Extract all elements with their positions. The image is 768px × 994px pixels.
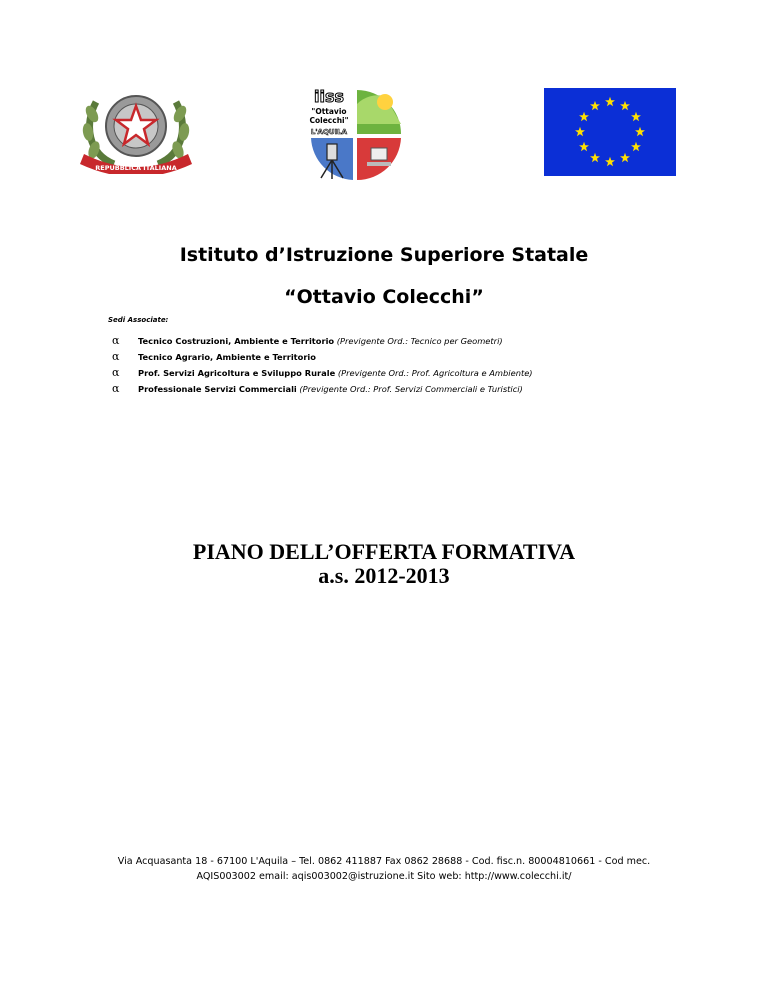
school-logo-name-2: Colecchi" bbox=[309, 116, 349, 125]
sede-name: Tecnico Costruzioni, Ambiente e Territorio bbox=[138, 336, 335, 346]
emblem-ribbon-text: REPUBBLICA ITALIANA bbox=[95, 164, 177, 172]
footer-contacts bbox=[0, 854, 768, 884]
institute-title: Istituto d’Istruzione Superiore Statale bbox=[179, 244, 589, 266]
sede-name: Professionale Servizi Commerciali bbox=[138, 384, 297, 394]
list-item bbox=[112, 333, 533, 349]
italian-republic-emblem bbox=[66, 84, 206, 174]
school-logo-name-1: "Ottavio bbox=[311, 107, 347, 116]
list-item bbox=[112, 381, 533, 397]
bullet-alpha-icon: α bbox=[112, 366, 120, 379]
bullet-alpha-icon: α bbox=[112, 350, 120, 363]
list-item bbox=[112, 349, 533, 365]
footer-line-2: AQIS003002 email: aqis003002@istruzione.it Sito web: http://www.colecchi.it/ bbox=[196, 871, 572, 882]
institute-name: “Ottavio Colecchi” bbox=[284, 286, 484, 308]
sede-note: (Previgente Ord.: Prof. Agricoltura e Ambiente) bbox=[337, 368, 533, 378]
school-year: a.s. 2012-2013 bbox=[318, 563, 450, 588]
eu-flag bbox=[544, 88, 676, 176]
sede-name: Prof. Servizi Agricoltura e Sviluppo Rurale bbox=[138, 368, 336, 378]
sedi-list bbox=[112, 333, 533, 397]
bullet-alpha-icon: α bbox=[112, 382, 120, 395]
document-title-block bbox=[0, 540, 768, 588]
sede-note: (Previgente Ord.: Prof. Servizi Commerciali e Turistici) bbox=[299, 384, 523, 394]
document-title: PIANO DELL’OFFERTA FORMATIVA bbox=[192, 539, 576, 564]
footer-line-1: Via Acquasanta 18 - 67100 L'Aquila – Tel. 0862 411887 Fax 0862 28688 - Cod. fisc.n. 80004810661 - Cod mec. bbox=[117, 856, 651, 867]
school-logo-city: L'AQUILA bbox=[310, 128, 348, 136]
sede-note: (Previgente Ord.: Tecnico per Geometri) bbox=[336, 336, 503, 346]
sedi-heading: Sedi Associate: bbox=[108, 316, 169, 324]
school-logo-acronym: iiss bbox=[313, 87, 345, 106]
school-logo bbox=[305, 84, 405, 184]
list-item bbox=[112, 365, 533, 381]
sede-name: Tecnico Agrario, Ambiente e Territorio bbox=[138, 352, 316, 362]
bullet-alpha-icon: α bbox=[112, 334, 120, 347]
